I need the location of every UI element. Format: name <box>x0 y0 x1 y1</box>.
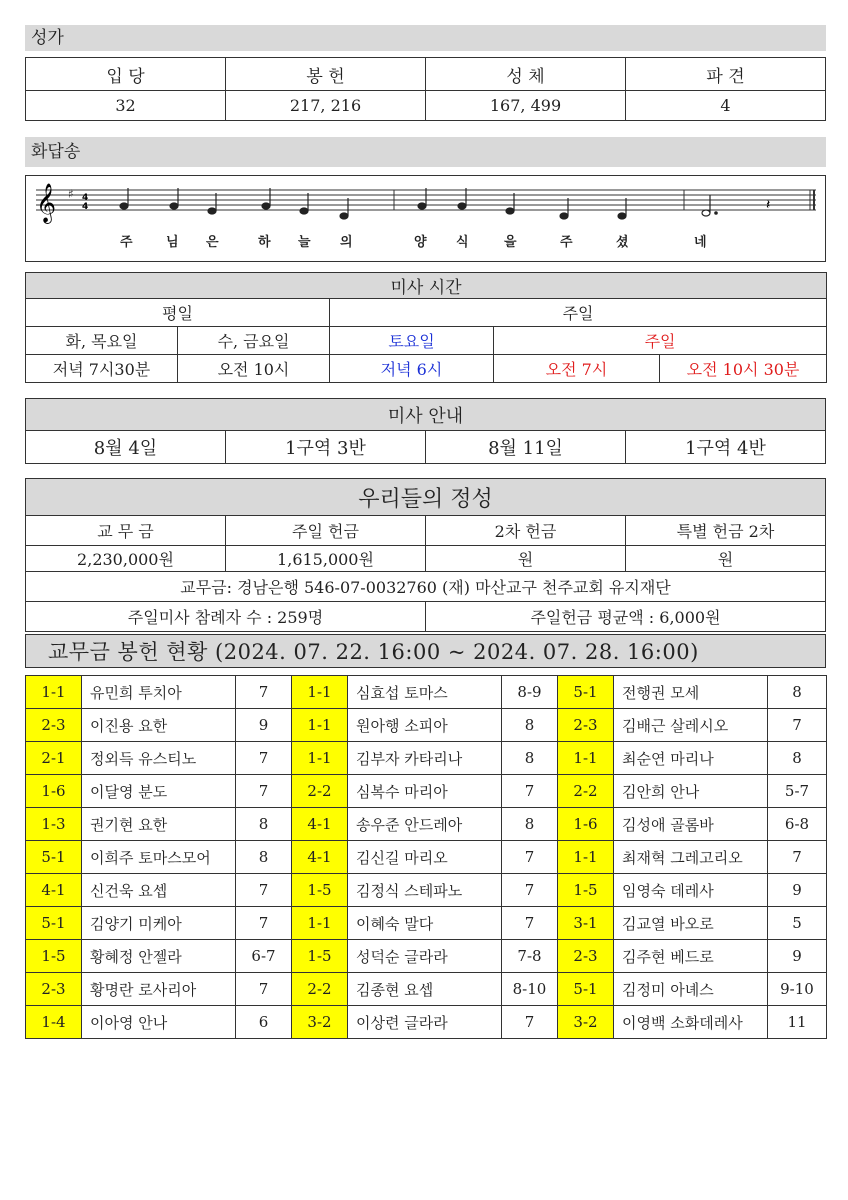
roster-months: 11 <box>768 1006 827 1039</box>
roster-group: 1-1 <box>558 841 614 874</box>
roster-group: 1-5 <box>292 940 348 973</box>
weekday-label: 평일 <box>26 299 330 327</box>
roster-group: 1-1 <box>292 742 348 775</box>
roster-group: 1-4 <box>26 1006 82 1039</box>
sunday-early-time: 오전 7시 <box>494 355 660 383</box>
hymn-table <box>25 57 826 121</box>
roster-months: 8 <box>502 808 558 841</box>
roster-group: 2-2 <box>558 775 614 808</box>
hymn-header-recessional: 파 견 <box>626 58 826 91</box>
roster-name: 김양기 미케아 <box>82 907 236 940</box>
roster-group: 5-1 <box>558 676 614 709</box>
sunday-day-label: 주일 <box>494 327 827 355</box>
roster-table <box>25 675 827 1039</box>
wed-fri-label: 수, 금요일 <box>178 327 330 355</box>
roster-group: 2-3 <box>26 973 82 1006</box>
lyric-10: 주 <box>560 235 573 250</box>
roster-group: 1-6 <box>558 808 614 841</box>
lyric-9: 을 <box>504 235 517 250</box>
roster-group: 1-6 <box>26 775 82 808</box>
offering-value-sunday: 1,615,000원 <box>226 546 426 572</box>
roster-months: 7 <box>236 973 292 1006</box>
roster-name: 최재혁 그레고리오 <box>614 841 768 874</box>
roster-group: 2-3 <box>558 709 614 742</box>
roster-group: 5-1 <box>26 907 82 940</box>
roster-group: 4-1 <box>292 841 348 874</box>
roster-name: 이희주 토마스모어 <box>82 841 236 874</box>
table-row <box>26 907 827 940</box>
roster-name: 심효섭 토마스 <box>348 676 502 709</box>
hymn-value-entrance: 32 <box>26 91 226 121</box>
roster-group: 1-5 <box>292 874 348 907</box>
lyric-3: 은 <box>206 235 219 250</box>
lyric-5: 늘 <box>298 235 311 250</box>
roster-name: 임영숙 데레사 <box>614 874 768 907</box>
roster-months: 7 <box>502 775 558 808</box>
mass-guide-title: 미사 안내 <box>26 399 826 431</box>
offering-value-second: 원 <box>426 546 626 572</box>
roster-months: 6-8 <box>768 808 827 841</box>
roster-months: 6 <box>236 1006 292 1039</box>
saturday-time: 저녁 6시 <box>330 355 494 383</box>
roster-name: 신건욱 요셉 <box>82 874 236 907</box>
roster-group: 4-1 <box>26 874 82 907</box>
roster-months: 7 <box>236 874 292 907</box>
roster-group: 1-1 <box>292 709 348 742</box>
offering-header-sunday: 주일 헌금 <box>226 516 426 546</box>
roster-months: 8 <box>236 808 292 841</box>
average-offering: 주일헌금 평균액 : 6,000원 <box>426 602 826 632</box>
roster-name: 김신길 마리오 <box>348 841 502 874</box>
hymn-value-offertory: 217, 216 <box>226 91 426 121</box>
roster-months: 7 <box>502 874 558 907</box>
lyric-7: 양 <box>414 235 427 250</box>
roster-months: 8 <box>768 676 827 709</box>
roster-name: 김정식 스테파노 <box>348 874 502 907</box>
sunday-label: 주일 <box>330 299 827 327</box>
table-row <box>26 775 827 808</box>
offering-table <box>25 478 826 632</box>
lyric-6: 의 <box>340 235 353 250</box>
offering-header-second: 2차 헌금 <box>426 516 626 546</box>
table-row <box>26 709 827 742</box>
roster-name: 김배근 살레시오 <box>614 709 768 742</box>
roster-group: 2-1 <box>26 742 82 775</box>
bank-account-info: 교무금: 경남은행 546-07-0032760 (재) 마산교구 천주교회 유지재단 <box>26 572 826 602</box>
roster-name: 정외득 유스티노 <box>82 742 236 775</box>
roster-months: 7 <box>502 1006 558 1039</box>
roster-group: 1-1 <box>292 676 348 709</box>
roster-months: 7 <box>236 775 292 808</box>
roster-months: 9 <box>768 874 827 907</box>
roster-name: 이혜숙 말다 <box>348 907 502 940</box>
wed-fri-time: 오전 10시 <box>178 355 330 383</box>
lyric-8: 식 <box>456 235 469 250</box>
roster-group: 1-1 <box>292 907 348 940</box>
hymn-value-communion: 167, 499 <box>426 91 626 121</box>
offering-title: 우리들의 정성 <box>26 479 826 516</box>
roster-group: 1-1 <box>26 676 82 709</box>
psalm-section-title: 화답송 <box>25 137 826 167</box>
roster-name: 김주현 베드로 <box>614 940 768 973</box>
roster-name: 성덕순 글라라 <box>348 940 502 973</box>
tue-thu-label: 화, 목요일 <box>26 327 178 355</box>
table-row <box>26 808 827 841</box>
roster-name: 최순연 마리나 <box>614 742 768 775</box>
time-sig-top: 4 <box>82 193 89 203</box>
hymn-header-offertory: 봉 헌 <box>226 58 426 91</box>
roster-group: 1-5 <box>26 940 82 973</box>
roster-months: 7 <box>502 907 558 940</box>
roster-name: 김안희 안나 <box>614 775 768 808</box>
roster-name: 이아영 안나 <box>82 1006 236 1039</box>
roster-group: 2-2 <box>292 973 348 1006</box>
roster-name: 김종현 요셉 <box>348 973 502 1006</box>
roster-name: 황혜정 안젤라 <box>82 940 236 973</box>
roster-months: 8 <box>502 709 558 742</box>
table-row <box>26 676 827 709</box>
roster-name: 이달영 분도 <box>82 775 236 808</box>
guide-group-2: 1구역 4반 <box>626 431 826 464</box>
roster-name: 권기현 요한 <box>82 808 236 841</box>
roster-months: 7 <box>236 676 292 709</box>
roster-group: 4-1 <box>292 808 348 841</box>
lyric-11: 셨 <box>616 235 629 250</box>
roster-name: 이진용 요한 <box>82 709 236 742</box>
music-staff <box>26 176 825 226</box>
roster-name: 김교열 바오로 <box>614 907 768 940</box>
time-sig-bottom: 4 <box>82 202 89 212</box>
roster-group: 5-1 <box>26 841 82 874</box>
treble-clef-icon: 𝄞 <box>36 183 57 223</box>
roster-name: 김부자 카타리나 <box>348 742 502 775</box>
roster-name: 유민희 투치아 <box>82 676 236 709</box>
roster-name: 황명란 로사리아 <box>82 973 236 1006</box>
roster-group: 1-3 <box>26 808 82 841</box>
roster-group: 2-3 <box>26 709 82 742</box>
psalm-music-score <box>25 175 826 262</box>
table-row <box>26 973 827 1006</box>
roster-group: 1-5 <box>558 874 614 907</box>
hymn-header-communion: 성 체 <box>426 58 626 91</box>
roster-group: 3-2 <box>558 1006 614 1039</box>
lyric-12: 네 <box>694 235 707 250</box>
hymn-header-entrance: 입 당 <box>26 58 226 91</box>
hymn-section-title: 성가 <box>25 25 826 51</box>
roster-group: 2-3 <box>558 940 614 973</box>
roster-months: 7-8 <box>502 940 558 973</box>
roster-months: 8-10 <box>502 973 558 1006</box>
roster-group: 2-2 <box>292 775 348 808</box>
roster-months: 6-7 <box>236 940 292 973</box>
roster-name: 이영백 소화데레사 <box>614 1006 768 1039</box>
roster-months: 7 <box>236 742 292 775</box>
roster-group: 5-1 <box>558 973 614 1006</box>
guide-group-1: 1구역 3반 <box>226 431 426 464</box>
saturday-label: 토요일 <box>330 327 494 355</box>
mass-times-title: 미사 시간 <box>26 273 827 299</box>
mass-times-table <box>25 272 827 383</box>
lyric-2: 님 <box>166 235 179 250</box>
tue-thu-time: 저녁 7시30분 <box>26 355 178 383</box>
offering-value-dues: 2,230,000원 <box>26 546 226 572</box>
roster-months: 7 <box>768 841 827 874</box>
roster-months: 7 <box>502 841 558 874</box>
table-row <box>26 1006 827 1039</box>
roster-months: 9-10 <box>768 973 827 1006</box>
offering-header-dues: 교 무 금 <box>26 516 226 546</box>
roster-name: 심복수 마리아 <box>348 775 502 808</box>
roster-name: 김정미 아녜스 <box>614 973 768 1006</box>
roster-months: 8 <box>502 742 558 775</box>
mass-guide-table <box>25 398 826 464</box>
roster-name: 김성애 골롬바 <box>614 808 768 841</box>
roster-group: 3-1 <box>558 907 614 940</box>
roster-name: 전행권 모세 <box>614 676 768 709</box>
roster-months: 7 <box>768 709 827 742</box>
roster-months: 8 <box>768 742 827 775</box>
table-row <box>26 874 827 907</box>
attendance-count: 주일미사 참례자 수 : 259명 <box>26 602 426 632</box>
roster-name: 원아행 소피아 <box>348 709 502 742</box>
roster-months: 9 <box>768 940 827 973</box>
guide-date-2: 8월 11일 <box>426 431 626 464</box>
table-row <box>26 742 827 775</box>
roster-months: 5 <box>768 907 827 940</box>
roster-name: 이상련 글라라 <box>348 1006 502 1039</box>
roster-months: 9 <box>236 709 292 742</box>
roster-months: 8-9 <box>502 676 558 709</box>
roster-group: 1-1 <box>558 742 614 775</box>
sharp-icon: ♯ <box>68 187 74 201</box>
rest-icon: 𝄽 <box>766 197 771 213</box>
roster-group: 3-2 <box>292 1006 348 1039</box>
table-row <box>26 940 827 973</box>
table-row <box>26 841 827 874</box>
roster-months: 8 <box>236 841 292 874</box>
guide-date-1: 8월 4일 <box>26 431 226 464</box>
lyric-4: 하 <box>258 235 271 250</box>
offering-value-special: 원 <box>626 546 826 572</box>
hymn-value-recessional: 4 <box>626 91 826 121</box>
roster-name: 송우준 안드레아 <box>348 808 502 841</box>
lyric-1: 주 <box>120 235 133 250</box>
roster-months: 7 <box>236 907 292 940</box>
roster-months: 5-7 <box>768 775 827 808</box>
offering-header-special: 특별 헌금 2차 <box>626 516 826 546</box>
roster-title: 교무금 봉헌 현황 (2024. 07. 22. 16:00 ~ 2024. 07. 28. 16:00) <box>25 634 826 668</box>
sunday-late-time: 오전 10시 30분 <box>660 355 827 383</box>
